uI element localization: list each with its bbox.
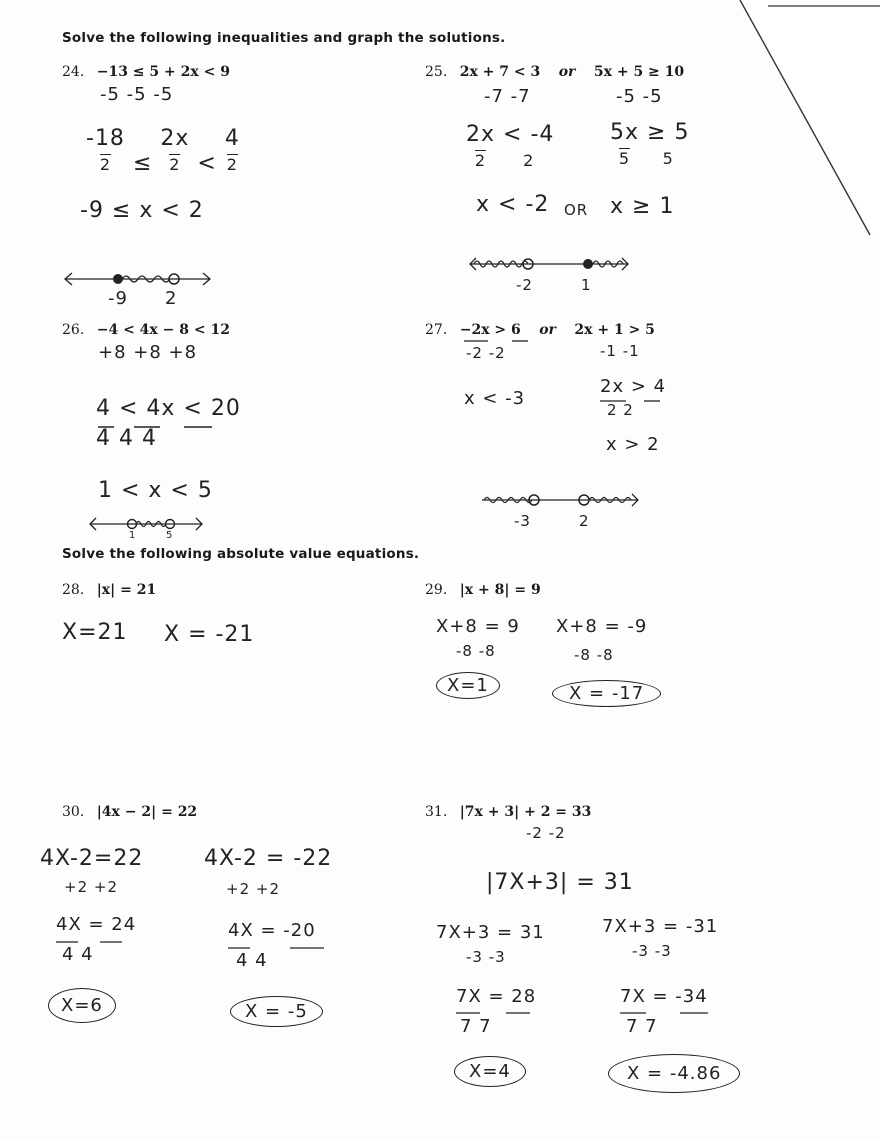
inequalities-heading: Solve the following inequalities and graph the solutions. xyxy=(62,30,506,46)
problem-26 xyxy=(62,322,230,338)
problem-number: 24. xyxy=(62,64,85,80)
handwritten-step: +2 +2 xyxy=(64,878,118,896)
handwritten-step: 4X = 24 xyxy=(56,914,137,935)
handwritten-step: 4X-2 = -22 xyxy=(204,846,333,871)
handwritten-answer: x < -2 xyxy=(476,192,550,217)
fraction-bars xyxy=(454,1011,544,1015)
fraction-bars xyxy=(462,339,542,343)
problem-number: 28. xyxy=(62,582,85,598)
number-line-25 xyxy=(466,252,636,276)
absolute-value-heading: Solve the following absolute value equations. xyxy=(62,546,420,562)
graph-label: 2 xyxy=(165,288,178,309)
problem-number: 29. xyxy=(425,582,448,598)
circled-answer: X = -4.86 xyxy=(608,1054,740,1093)
handwritten-step: -2 -2 xyxy=(466,344,506,362)
or-word: or xyxy=(539,322,556,338)
handwritten-answer: -9 ≤ x < 2 xyxy=(80,198,204,223)
fraction: $\frac{-18}{2}$ xyxy=(86,126,125,174)
handwritten-step: -8 -8 xyxy=(574,646,614,664)
handwritten-fraction-row: $\frac{-18}{2} \le \frac{2x}{2} < \frac{4}{2}$ xyxy=(86,126,240,176)
handwritten-or: OR xyxy=(564,201,589,219)
fraction: $\frac{2x}{2}$ xyxy=(160,126,190,174)
problem-25 xyxy=(425,64,684,80)
problem-31 xyxy=(425,804,591,820)
handwritten-step: |7X+3| = 31 xyxy=(486,870,634,895)
handwritten-step: -3 -3 xyxy=(466,948,506,966)
circled-answer: X=4 xyxy=(454,1056,526,1087)
or-word: or xyxy=(558,64,576,80)
graph-label: 1 xyxy=(129,530,137,541)
problem-30 xyxy=(62,804,197,820)
handwritten-answer: X=21 xyxy=(62,620,128,645)
handwritten-fraction-row: $\frac{5x}{5} \ge 5$ 5 xyxy=(610,120,690,168)
graph-label: 1 xyxy=(581,276,592,294)
handwritten-answer: x < -3 xyxy=(464,388,526,409)
graph-label: -9 xyxy=(108,288,128,309)
fraction-bars xyxy=(618,1011,718,1015)
problem-equation: |7x + 3| + 2 = 33 xyxy=(459,804,592,820)
handwritten-step: +8 +8 +8 xyxy=(98,342,198,363)
handwritten-step: 4 < 4x < 20 xyxy=(96,396,241,421)
problem-28 xyxy=(62,582,156,598)
graph-label: 5 xyxy=(166,530,174,541)
problem-number: 25. xyxy=(425,64,448,80)
fraction: $\frac{4}{2}$ xyxy=(224,126,240,174)
handwritten-step: 7X = -34 xyxy=(620,986,708,1007)
handwritten-step: X+8 = 9 xyxy=(436,616,520,637)
handwritten-step: -3 -3 xyxy=(632,942,672,960)
graph-label: 2 xyxy=(579,512,590,530)
problem-equation: −13 ≤ 5 + 2x < 9 xyxy=(96,64,230,80)
graph-label: -3 xyxy=(514,512,531,530)
handwritten-step: 2x > 4 xyxy=(600,376,667,397)
problem-equation-a: −2x > 6 xyxy=(459,322,521,338)
page-fold-edge xyxy=(730,0,880,250)
problem-number: 27. xyxy=(425,322,448,338)
handwritten-step: -5 -5 -5 xyxy=(100,84,174,105)
handwritten-step: 4 4 4 xyxy=(96,426,157,451)
handwritten-step: 4X = -20 xyxy=(228,920,316,941)
handwritten-step: 2 2 xyxy=(607,401,634,419)
circled-answer: X=1 xyxy=(436,672,500,699)
problem-29 xyxy=(425,582,541,598)
circled-answer: X = -5 xyxy=(230,996,323,1027)
handwritten-step: -7 -7 xyxy=(484,86,531,107)
problem-number: 26. xyxy=(62,322,85,338)
handwritten-step: X+8 = -9 xyxy=(556,616,648,637)
handwritten-answer: x > 2 xyxy=(606,434,660,455)
handwritten-step: 7X = 28 xyxy=(456,986,537,1007)
problem-equation-b: 5x + 5 ≥ 10 xyxy=(593,64,685,80)
problem-equation: |4x − 2| = 22 xyxy=(96,804,198,820)
handwritten-step: +2 +2 xyxy=(226,880,280,898)
handwritten-step: 4 4 xyxy=(62,944,94,965)
handwritten-step: 7 7 xyxy=(460,1016,492,1037)
problem-number: 30. xyxy=(62,804,85,820)
number-line-24 xyxy=(60,265,220,295)
handwritten-answer: 1 < x < 5 xyxy=(98,478,213,503)
handwritten-answer: X = -21 xyxy=(164,622,255,647)
graph-label: -2 xyxy=(516,276,533,294)
circled-answer: X=6 xyxy=(48,988,116,1023)
handwritten-step: 7 7 xyxy=(626,1016,658,1037)
problem-equation-b: 2x + 1 > 5 xyxy=(574,322,655,338)
handwritten-answer: x ≥ 1 xyxy=(610,194,675,219)
handwritten-step: -1 -1 xyxy=(600,342,640,360)
number-line-26 xyxy=(86,514,216,536)
problem-equation: |x| = 21 xyxy=(96,582,157,598)
problem-24 xyxy=(62,64,230,80)
handwritten-step: 7X+3 = -31 xyxy=(602,916,719,937)
problem-equation: |x + 8| = 9 xyxy=(459,582,541,598)
handwritten-step: 4 4 xyxy=(236,950,268,971)
handwritten-step: 7X+3 = 31 xyxy=(436,922,545,943)
number-line-27 xyxy=(478,490,648,512)
problem-equation: −4 < 4x − 8 < 12 xyxy=(96,322,230,338)
problem-number: 31. xyxy=(425,804,448,820)
handwritten-step: 4X-2=22 xyxy=(40,846,144,871)
circled-answer: X = -17 xyxy=(552,680,661,707)
handwritten-fraction-row: $\frac{2x}{2} < -4$ 2 xyxy=(466,122,555,170)
handwritten-step: -5 -5 xyxy=(616,86,663,107)
problem-equation-a: 2x + 7 < 3 xyxy=(459,64,541,80)
handwritten-step: -2 -2 xyxy=(526,824,566,842)
problem-27 xyxy=(425,322,655,338)
handwritten-step: -8 -8 xyxy=(456,642,496,660)
